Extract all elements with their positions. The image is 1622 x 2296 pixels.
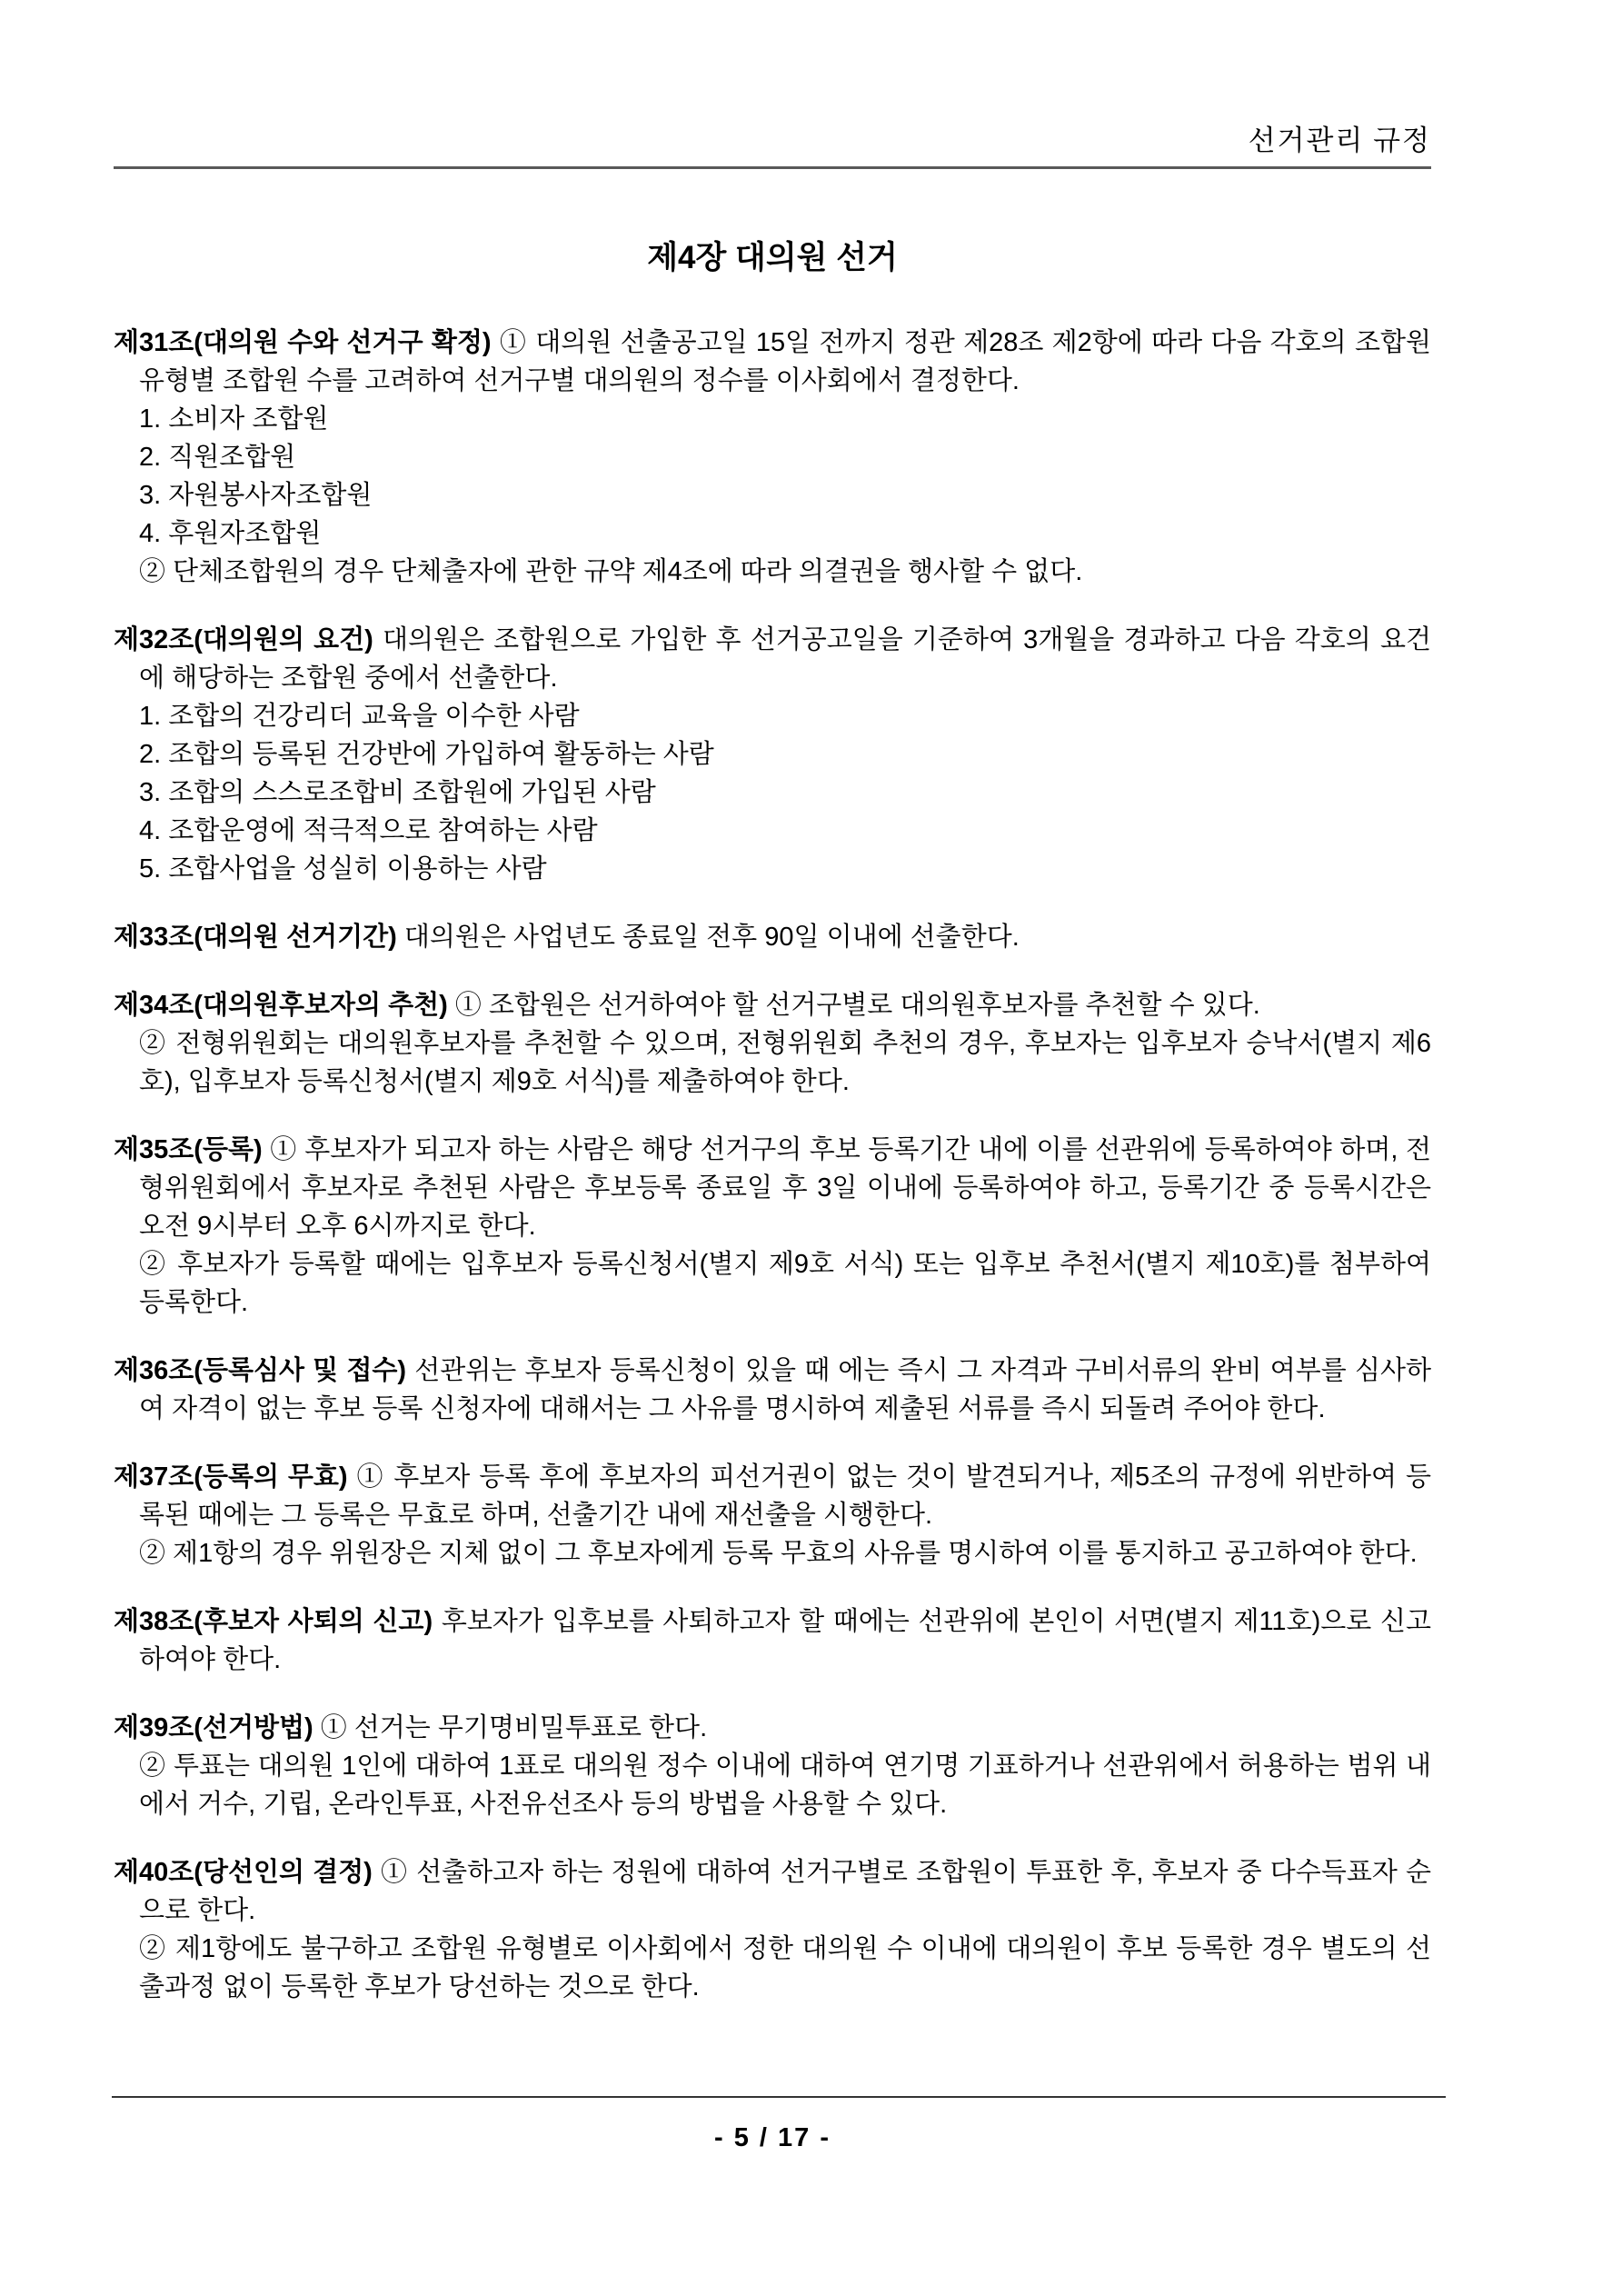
article-lead-paragraph: [114, 621, 1431, 697]
page-number: - 5 / 17 -: [714, 2123, 831, 2152]
article-lead-paragraph: [114, 1131, 1431, 1245]
article-block-line: 3. 자원봉사자조합원: [139, 481, 373, 510]
article: [114, 1602, 1431, 1679]
article-lead-text: 후보자가 입후보를 사퇴하고자 할 때에는 선관위에 본인이 서면(별지 제11호)으로 신고하여야 한다.: [139, 1607, 1431, 1674]
article-label: 제37조(등록의 무효): [114, 1462, 348, 1492]
article: [114, 1352, 1431, 1428]
article: [114, 918, 1431, 956]
article-block-line: ② 단체조합원의 경우 단체출자에 관한 규약 제4조에 따라 의결권을 행사할 수 없다.: [139, 557, 1083, 586]
chapter-title: 제4장 대의원 선거: [647, 240, 898, 275]
article-label: 제32조(대의원의 요건): [114, 625, 373, 654]
article-block-line: ② 전형위원회는 대의원후보자를 추천할 수 있으며, 전형위원회 추천의 경우, 후보자는 입후보자 승낙서(별지 제6호), 입후보자 등록신청서(별지 제9호 서식)를 제출하여야 한다.: [139, 1029, 1432, 1096]
article-block-line: 2. 조합의 등록된 건강반에 가입하여 활동하는 사람: [139, 740, 714, 769]
article-block-line: ② 후보자가 등록할 때에는 입후보자 등록신청서(별지 제9호 서식) 또는 입후보 추천서(별지 제10호)를 첨부하여 등록한다.: [139, 1250, 1431, 1317]
article: [114, 1709, 1431, 1823]
article: [114, 621, 1431, 888]
article-label: 제34조(대의원후보자의 추천): [114, 991, 448, 1020]
article-block-line: 4. 조합운영에 적극적으로 참여하는 사람: [139, 816, 598, 845]
article-lead-paragraph: [114, 324, 1431, 400]
article-block-line: 4. 후원자조합원: [139, 519, 322, 548]
article-lead-text: ① 후보자가 되고자 하는 사람은 해당 선거구의 후보 등록기간 내에 이를 선관위에 등록하여야 하며, 전형위원회에서 후보자로 추천된 사람은 후보등록 종료일 후 3일 이내에 등록하여야 하고, 등록기간 중 등록시간은 오전 9시부터 오후 6시까지로 한다.: [139, 1135, 1432, 1241]
article-lead-text: ① 조합원은 선거하여야 할 선거구별로 대의원후보자를 추천할 수 있다.: [454, 991, 1260, 1020]
article-label: 제33조(대의원 선거기간): [114, 923, 397, 952]
article-lead-text: 대의원은 조합원으로 가입한 후 선거공고일을 기준하여 3개월을 경과하고 다음 각호의 요건에 해당하는 조합원 중에서 선출한다.: [139, 625, 1431, 693]
article-label: 제36조(등록심사 및 접수): [114, 1356, 407, 1385]
article-block-line: 1. 조합의 건강리더 교육을 이수한 사람: [139, 702, 580, 731]
article: [114, 1853, 1431, 2006]
article-lead-text: ① 선출하고자 하는 정원에 대하여 선거구별로 조합원이 투표한 후, 후보자 중 다수득표자 순으로 한다.: [139, 1858, 1431, 1925]
article-lead-paragraph: [114, 1458, 1431, 1534]
article-lead-text: ① 선거는 무기명비밀투표로 한다.: [320, 1713, 708, 1742]
article-lead-paragraph: [114, 918, 1431, 956]
article-lead-paragraph: [114, 1352, 1431, 1428]
article-block-line: 5. 조합사업을 성실히 이용하는 사람: [139, 854, 547, 883]
article-block-line: 2. 직원조합원: [139, 443, 296, 472]
article: [114, 324, 1431, 591]
article-label: 제35조(등록): [114, 1135, 263, 1164]
article-label: 제40조(당선인의 결정): [114, 1858, 373, 1887]
article-lead-paragraph: [114, 1602, 1431, 1679]
article-label: 제31조(대의원 수와 선거구 확정): [114, 328, 492, 357]
header-divider-line: [114, 166, 1431, 169]
article: [114, 1131, 1431, 1322]
article: [114, 1458, 1431, 1572]
article-block-line: ② 투표는 대의원 1인에 대하여 1표로 대의원 정수 이내에 대하여 연기명 기표하거나 선관위에서 허용하는 범위 내에서 거수, 기립, 온라인투표, 사전유선조사 등의 방법을 사용할 수 있다.: [139, 1752, 1431, 1819]
article-lead-text: 대의원은 사업년도 종료일 전후 90일 이내에 선출한다.: [403, 923, 1020, 952]
article-lead-text: ① 후보자 등록 후에 후보자의 피선거권이 없는 것이 발견되거나, 제5조의 규정에 위반하여 등록된 때에는 그 등록은 무효로 하며, 선출기간 내에 재선출을 시행한다.: [139, 1462, 1431, 1530]
article-lead-paragraph: [114, 1709, 1431, 1747]
article-block-line: ② 제1항에도 불구하고 조합원 유형별로 이사회에서 정한 대의원 수 이내에 대의원이 후보 등록한 경우 별도의 선출과정 없이 등록한 후보가 당선하는 것으로 한다.: [139, 1934, 1431, 2002]
running-header-title: 선거관리 규정: [1248, 125, 1431, 156]
article-block-line: ② 제1항의 경우 위원장은 지체 없이 그 후보자에게 등록 무효의 사유를 명시하여 이를 통지하고 공고하여야 한다.: [139, 1539, 1418, 1568]
article-lead-text: ① 대의원 선출공고일 15일 전까지 정관 제28조 제2항에 따라 다음 각호의 조합원 유형별 조합원 수를 고려하여 선거구별 대의원의 정수를 이사회에서 결정한다.: [139, 328, 1431, 395]
article-lead-paragraph: [114, 1853, 1431, 1930]
article-label: 제38조(후보자 사퇴의 신고): [114, 1607, 433, 1636]
article-lead-text: 선관위는 후보자 등록신청이 있을 때 에는 즉시 그 자격과 구비서류의 완비 여부를 심사하여 자격이 없는 후보 등록 신청자에 대해서는 그 사유를 명시하여 제출된 서류를 즉시 되돌려 주어야 한다.: [139, 1356, 1431, 1423]
footer-divider-line: [112, 2096, 1446, 2098]
article: [114, 986, 1431, 1101]
article-lead-paragraph: [114, 986, 1431, 1024]
article-block-line: 1. 소비자 조합원: [139, 404, 329, 434]
articles: [114, 324, 1431, 2036]
article-label: 제39조(선거방법): [114, 1713, 313, 1742]
article-block-line: 3. 조합의 스스로조합비 조합원에 가입된 사람: [139, 778, 656, 807]
